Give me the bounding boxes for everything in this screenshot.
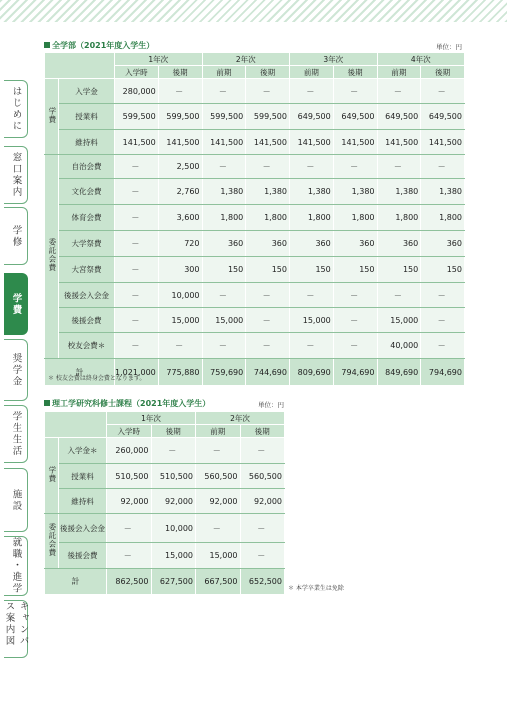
fee-cell: － — [421, 79, 465, 104]
fee-cell: 360 — [290, 231, 334, 257]
fee-cell: 1,380 — [421, 179, 465, 205]
total-cell: 862,500 — [107, 569, 152, 595]
fee-cell: 92,000 — [151, 489, 196, 514]
fee-cell: － — [115, 257, 159, 283]
fee-cell: 599,500 — [246, 104, 290, 130]
fee-table-undergrad — [44, 52, 465, 386]
table1-unit: 単位：円 — [436, 43, 462, 51]
fee-cell: 1,380 — [333, 179, 377, 205]
fee-cell: 3,600 — [158, 205, 202, 231]
fee-cell: － — [333, 308, 377, 333]
total-cell: 652,500 — [240, 569, 285, 595]
fee-cell: 92,000 — [107, 489, 152, 514]
fee-cell: － — [246, 333, 290, 359]
fee-cell: 1,800 — [421, 205, 465, 231]
square-icon — [44, 42, 50, 48]
total-row — [45, 569, 285, 595]
term-header: 入学時 — [115, 66, 159, 79]
term-header: 後期 — [246, 66, 290, 79]
tab-5[interactable] — [4, 405, 28, 463]
row-label: 体育会費 — [59, 205, 115, 231]
category-label — [45, 155, 59, 359]
fee-cell: 141,500 — [158, 130, 202, 155]
fee-cell: － — [115, 179, 159, 205]
fee-cell: 150 — [421, 257, 465, 283]
fee-cell: 141,500 — [377, 130, 421, 155]
fee-cell: 141,500 — [202, 130, 246, 155]
square-icon — [44, 400, 50, 406]
term-header: 後期 — [151, 425, 196, 438]
fee-cell: － — [107, 514, 152, 543]
row-label: 後援会費 — [59, 543, 107, 569]
fee-cell: － — [246, 155, 290, 179]
tab-label: 就職・進学 — [10, 537, 22, 595]
table-row — [45, 489, 285, 514]
fee-cell: 599,500 — [202, 104, 246, 130]
fee-cell: 720 — [158, 231, 202, 257]
tab-1[interactable] — [4, 146, 28, 204]
fee-cell: － — [115, 205, 159, 231]
category-label — [45, 514, 59, 569]
fee-cell: － — [240, 438, 285, 464]
tab-7[interactable] — [4, 536, 28, 596]
fee-cell: 141,500 — [333, 130, 377, 155]
tab-3[interactable] — [4, 273, 28, 335]
fee-cell: 1,380 — [377, 179, 421, 205]
total-cell: 667,500 — [196, 569, 241, 595]
fee-cell: 649,500 — [290, 104, 334, 130]
fee-cell: － — [240, 543, 285, 569]
table2-note: ＊ 本学卒業生は免除 — [288, 585, 344, 592]
fee-cell: － — [333, 283, 377, 308]
fee-cell: 2,760 — [158, 179, 202, 205]
fee-cell: 1,800 — [246, 205, 290, 231]
table-row — [45, 464, 285, 489]
fee-cell: 360 — [377, 231, 421, 257]
total-label: 計 — [45, 359, 115, 386]
fee-cell: 1,800 — [377, 205, 421, 231]
total-cell: 775,880 — [158, 359, 202, 386]
tab-label: はじめに — [10, 86, 22, 132]
fee-cell: 649,500 — [333, 104, 377, 130]
table-row — [45, 257, 465, 283]
fee-cell: － — [158, 333, 202, 359]
tab-0[interactable] — [4, 80, 28, 138]
table-row — [45, 130, 465, 155]
fee-cell: 15,000 — [202, 308, 246, 333]
fee-cell: － — [240, 514, 285, 543]
fee-cell: － — [246, 283, 290, 308]
category-label — [45, 79, 59, 155]
fee-cell: － — [107, 543, 152, 569]
row-label: 後援会入会金 — [59, 283, 115, 308]
term-header: 後期 — [333, 66, 377, 79]
table-row — [45, 283, 465, 308]
table-row — [45, 438, 285, 464]
fee-cell: 150 — [246, 257, 290, 283]
fee-cell: 141,500 — [421, 130, 465, 155]
row-label: 自治会費 — [59, 155, 115, 179]
table-row — [45, 104, 465, 130]
term-header: 前期 — [202, 66, 246, 79]
fee-cell: 15,000 — [377, 308, 421, 333]
tab-label: 学生生活 — [10, 411, 22, 457]
category-label-text: 学費 — [47, 106, 57, 124]
fee-cell: － — [115, 308, 159, 333]
fee-cell: － — [421, 283, 465, 308]
fee-cell: 1,800 — [202, 205, 246, 231]
category-label-text: 委託会費 — [47, 522, 57, 557]
row-label: 大宮祭費 — [59, 257, 115, 283]
total-cell: 809,690 — [290, 359, 334, 386]
fee-cell: 10,000 — [151, 514, 196, 543]
row-label: 大学祭費 — [59, 231, 115, 257]
term-header: 後期 — [421, 66, 465, 79]
row-label: 入学金 — [59, 79, 115, 104]
total-cell: 759,690 — [202, 359, 246, 386]
fee-cell: 510,500 — [151, 464, 196, 489]
fee-cell: 150 — [202, 257, 246, 283]
fee-cell: － — [246, 79, 290, 104]
fee-cell: 150 — [333, 257, 377, 283]
fee-cell: 15,000 — [151, 543, 196, 569]
total-cell: 627,500 — [151, 569, 196, 595]
fee-cell: － — [202, 79, 246, 104]
fee-cell: 141,500 — [290, 130, 334, 155]
row-label: 維持料 — [59, 489, 107, 514]
total-cell: 794,690 — [333, 359, 377, 386]
fee-cell: 2,500 — [158, 155, 202, 179]
table-row — [45, 205, 465, 231]
year-header: 3年次 — [290, 53, 378, 66]
fee-cell: 560,500 — [196, 464, 241, 489]
fee-cell: 260,000 — [107, 438, 152, 464]
table-row — [45, 79, 465, 104]
fee-cell: － — [202, 283, 246, 308]
fee-cell: － — [202, 333, 246, 359]
fee-cell: － — [333, 333, 377, 359]
header-corner — [45, 412, 107, 438]
category-label-text: 学費 — [47, 465, 57, 483]
year-header: 4年次 — [377, 53, 465, 66]
fee-cell: 360 — [202, 231, 246, 257]
tab-label: 学修 — [10, 224, 22, 248]
fee-cell: 141,500 — [115, 130, 159, 155]
tab-label: 奨学金 — [10, 352, 22, 388]
fee-cell: 92,000 — [240, 489, 285, 514]
fee-cell: － — [421, 155, 465, 179]
fee-cell: － — [333, 79, 377, 104]
table-row — [45, 333, 465, 359]
fee-cell: 510,500 — [107, 464, 152, 489]
fee-cell: － — [290, 333, 334, 359]
fee-cell: 360 — [421, 231, 465, 257]
tab-6[interactable] — [4, 468, 28, 532]
fee-cell: 280,000 — [115, 79, 159, 104]
fee-cell: － — [290, 79, 334, 104]
fee-cell: 92,000 — [196, 489, 241, 514]
fee-cell: － — [377, 79, 421, 104]
term-header: 前期 — [377, 66, 421, 79]
fee-cell: － — [196, 514, 241, 543]
fee-cell: 40,000 — [377, 333, 421, 359]
fee-cell: － — [246, 308, 290, 333]
row-label: 授業料 — [59, 104, 115, 130]
row-label: 授業料 — [59, 464, 107, 489]
fee-cell: 649,500 — [421, 104, 465, 130]
tab-label: 学費 — [10, 292, 22, 316]
table-row — [45, 231, 465, 257]
tab-label: 施設 — [10, 488, 22, 512]
year-header: 2年次 — [196, 412, 285, 425]
tab-label: 窓口案内 — [10, 152, 22, 198]
fee-table-graduate — [44, 411, 285, 595]
total-cell: 849,690 — [377, 359, 421, 386]
category-label — [45, 438, 59, 514]
fee-cell: － — [421, 333, 465, 359]
fee-cell: － — [421, 308, 465, 333]
fee-cell: － — [377, 283, 421, 308]
tab-label: キャンパス案内図 — [3, 601, 29, 647]
term-header: 前期 — [290, 66, 334, 79]
year-header: 1年次 — [107, 412, 196, 425]
table1-title — [44, 40, 154, 51]
fee-cell: 360 — [333, 231, 377, 257]
fee-cell: － — [115, 231, 159, 257]
fee-cell: 150 — [377, 257, 421, 283]
term-header: 後期 — [158, 66, 202, 79]
table2-title-text: 理工学研究科修士課程（2021年度入学生） — [52, 399, 211, 408]
table2-unit: 単位：円 — [258, 401, 284, 409]
fee-cell: 1,380 — [246, 179, 290, 205]
fee-cell: 300 — [158, 257, 202, 283]
fee-cell: 1,800 — [290, 205, 334, 231]
row-label: 入学金＊ — [59, 438, 107, 464]
fee-cell: － — [290, 283, 334, 308]
fee-cell: － — [202, 155, 246, 179]
fee-cell: － — [115, 155, 159, 179]
tab-4[interactable] — [4, 339, 28, 401]
fee-cell: 15,000 — [196, 543, 241, 569]
total-label: 計 — [45, 569, 107, 595]
category-label-text: 委託会費 — [47, 238, 57, 273]
row-label: 校友会費＊ — [59, 333, 115, 359]
row-label: 文化会費 — [59, 179, 115, 205]
fee-cell: 1,380 — [290, 179, 334, 205]
fee-cell: 1,380 — [202, 179, 246, 205]
fee-cell: 560,500 — [240, 464, 285, 489]
year-header: 2年次 — [202, 53, 290, 66]
total-cell: 794,690 — [421, 359, 465, 386]
fee-cell: 360 — [246, 231, 290, 257]
fee-cell: － — [115, 333, 159, 359]
term-header: 後期 — [240, 425, 285, 438]
table1-note: ＊ 校友会費は終身会費となります。 — [48, 375, 146, 382]
table-row — [45, 308, 465, 333]
row-label: 維持料 — [59, 130, 115, 155]
fee-cell: － — [290, 155, 334, 179]
table-row — [45, 155, 465, 179]
fee-cell: 599,500 — [158, 104, 202, 130]
total-cell: 1,021,000 — [115, 359, 159, 386]
fee-cell: － — [377, 155, 421, 179]
tab-8[interactable] — [4, 600, 28, 658]
year-header: 1年次 — [115, 53, 203, 66]
term-header: 入学時 — [107, 425, 152, 438]
total-cell: 744,690 — [246, 359, 290, 386]
header-hatch-band — [0, 0, 507, 22]
tab-2[interactable] — [4, 207, 28, 265]
table-row — [45, 543, 285, 569]
fee-cell: 649,500 — [377, 104, 421, 130]
fee-cell: 150 — [290, 257, 334, 283]
row-label: 後援会費 — [59, 308, 115, 333]
fee-cell: 1,800 — [333, 205, 377, 231]
fee-cell: 141,500 — [246, 130, 290, 155]
table1-title-text: 全学部（2021年度入学生） — [52, 41, 155, 50]
fee-cell: 10,000 — [158, 283, 202, 308]
fee-cell: － — [196, 438, 241, 464]
header-corner — [45, 53, 115, 79]
fee-cell: 15,000 — [290, 308, 334, 333]
fee-cell: － — [115, 283, 159, 308]
fee-cell: 15,000 — [158, 308, 202, 333]
fee-cell: － — [151, 438, 196, 464]
fee-cell: 599,500 — [115, 104, 159, 130]
table-row — [45, 179, 465, 205]
row-label: 後援会入会金 — [59, 514, 107, 543]
table2-title — [44, 398, 210, 409]
table-row — [45, 514, 285, 543]
term-header: 前期 — [196, 425, 241, 438]
fee-cell: － — [333, 155, 377, 179]
fee-cell: － — [158, 79, 202, 104]
